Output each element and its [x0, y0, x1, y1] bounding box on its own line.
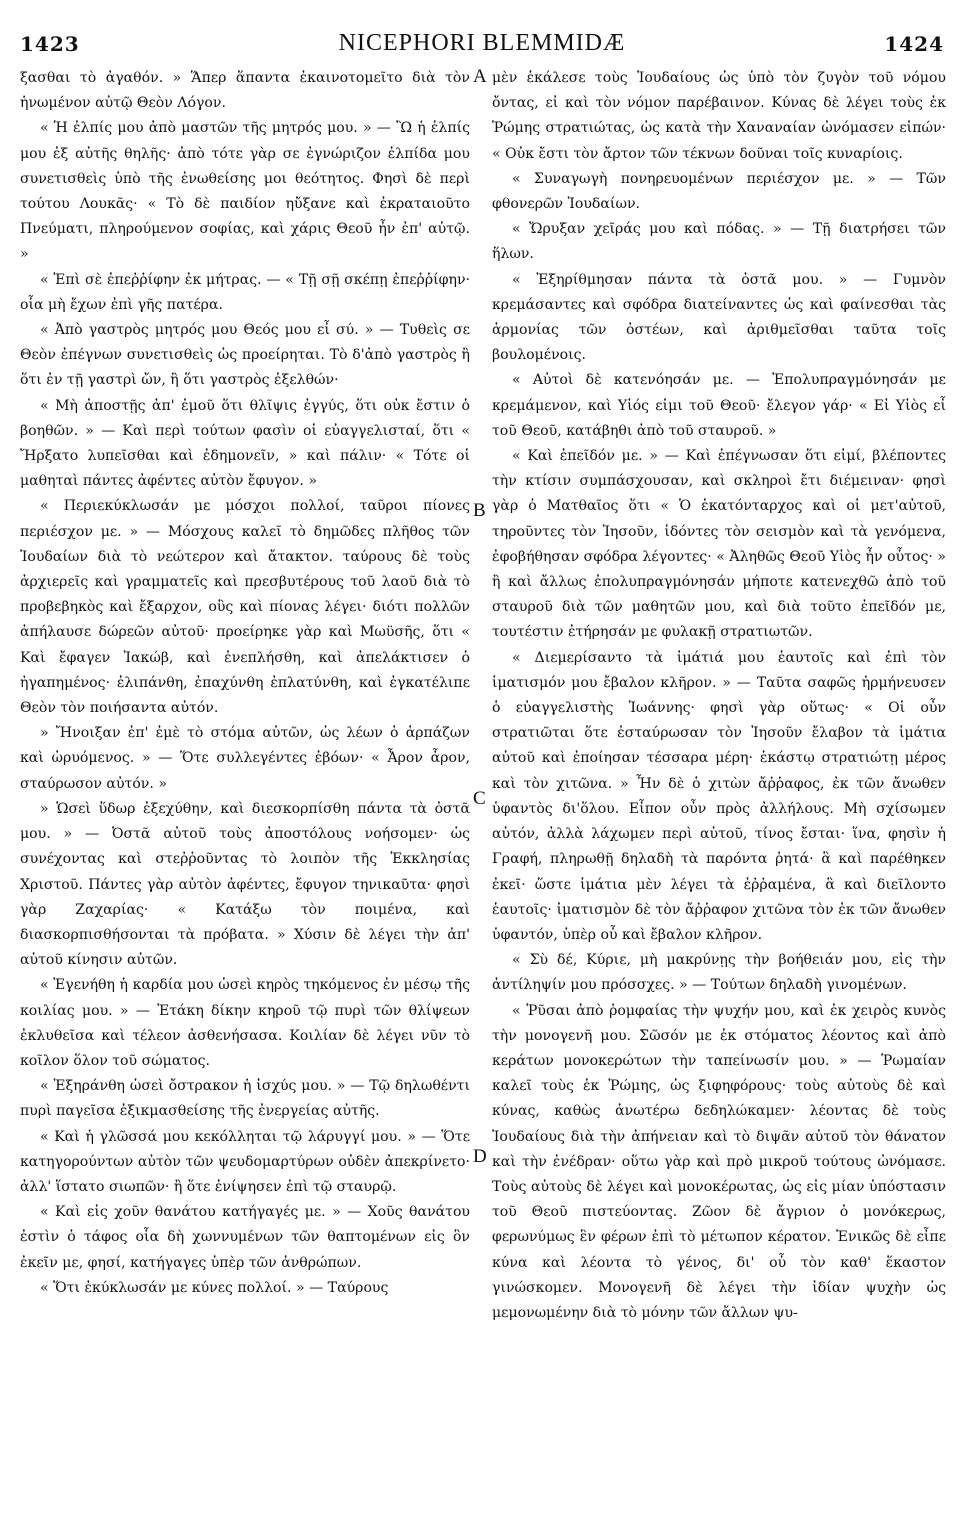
left-paragraph: » Ὡσεὶ ὕδωρ ἐξεχύθην, καὶ διεσκορπίσθη πάντα τὰ ὀστᾶ μου. » — Ὀστᾶ αὐτοῦ τοὺς ἀποστόλους νοήσομεν· ὡς συνέχοντας καὶ στεῤῥοῦντας τὸ λοιπὸν τῆς Ἐκκλησίας Χριστοῦ. Πάντες γὰρ αὐτὸν ἀφέντες, ἔφυγον τηνικαῦτα· φησὶ γὰρ Ζαχαρίας· « Κατάξω τὸν ποιμένα, καὶ διασκορπισθήσονται τὰ πρόβατα. » Χύσιν δὲ λέγει τὴν ἀπ' αὐτοῦ κίνησιν αὐτῶν.	[20, 800, 470, 969]
right-paragraph: « Αὐτοὶ δὲ κατενόησάν με. — Ἐπολυπραγμόνησάν με κρεμάμενον, καὶ Υἱός εἰμι τοῦ Θεοῦ· ἔλεγον γάρ· « Εἰ Υἱὸς εἶ τοῦ Θεοῦ, κατάβηθι ἀπὸ τοῦ σταυροῦ. »	[492, 372, 946, 439]
left-paragraph: « Ἐξηράνθη ὡσεὶ ὄστρακον ἡ ἰσχύς μου. » — Τῷ δηλωθέντι πυρὶ παγεῖσα ἐξικμασθείσης τῆς ἐνεργείας αὐτῆς.	[20, 1078, 470, 1120]
right-paragraph: « Ἐξηρίθμησαν πάντα τὰ ὀστᾶ μου. » — Γυμνὸν κρεμάσαντες καὶ σφόδρα διατείναντες ὡς καὶ φαίνεσθαι τὰς ἁρμονίας τῶν ὀστέων, καὶ ἀριθμεῖσθαι ταῦτα τοῖς βουλομένοις.	[492, 271, 946, 364]
left-column	[20, 66, 470, 1526]
right-paragraph: « Συναγωγὴ πονηρευομένων περιέσχον με. » — Τῶν φθονερῶν Ἰουδαίων.	[492, 170, 946, 213]
right-paragraph: μὲν ἐκάλεσε τοὺς Ἰουδαίους ὡς ὑπὸ τὸν ζυγὸν τοῦ νόμου ὄντας, εἰ καὶ τὸν νόμον παρέβαινον. Κύνας δὲ λέγει τοὺς ἐκ Ῥώμης στρατιώτας, ὡς κατὰ τὴν Χαναναίαν ὠνόμασεν εἰπών· « Οὐκ ἔστι τὸν ἄρτον τῶν τέκνων δοῦναι τοῖς κυναρίοις.	[492, 70, 946, 162]
left-page-number: 1423	[20, 32, 80, 56]
right-paragraph: « Ῥῦσαι ἀπὸ ῥομφαίας τὴν ψυχήν μου, καὶ ἐκ χειρὸς κυνὸς τὴν μονογενῆ μου. Σῶσόν με ἐκ στόματος λέοντος καὶ ἀπὸ κεράτων μονοκερώτων τὴν ταπείνωσίν μου. » — Ῥωμαίαν καλεῖ τοὺς ἐκ Ῥώμης, ὡς ξιφηφόρους· τοὺς αὐτοὺς δὲ καὶ κύνας, καθὼς ἀνωτέρω δεδηλώκαμεν· λέοντας δὲ τοὺς Ἰουδαίους διὰ τὴν ἀπήνειαν καὶ τὸ διψᾶν αὐτοῦ τὸν θάνατον καὶ τὴν ἐνέδραν· οὕτω γὰρ καὶ πρὸ μικροῦ τούτους ὠνόμασε. Τοὺς αὐτοὺς δὲ λέγει καὶ μονοκέρωτας, ὡς εἰς μίαν ὑπόστασιν τοῦ Θεοῦ πιστεύοντας. Ζῶον δὲ ἄγριον ὁ μονόκερως, φερωνύμως ἓν φέρων ἐπὶ τὸ μέτωπον κέρατον. Ἑνικῶς δὲ εἶπε κύνα καὶ λέοντα τὸ γένος, δι' οὗ τὸν καθ' ἕκαστον γινώσκομεν. Μονογενῆ δὲ λέγει τὴν ἰδίαν ψυχὴν ὡς μεμονωμένην διὰ τὸ μόνην τῶν ἄλλων ψυ-	[492, 1002, 946, 1321]
running-title: NICEPHORI BLEMMIDÆ	[338, 30, 626, 56]
left-paragraph: « Ὅτι ἐκύκλωσάν με κύνες πολλοί. » — Ταύρους	[40, 1279, 389, 1296]
right-paragraph: « Καὶ ἐπεῖδόν με. » — Καὶ ἐπέγνωσαν ὅτι εἰμί, βλέποντες τὴν κτίσιν συμπάσχουσαν, καὶ σκληροὶ ἔτι διέμειναν· φησὶ γὰρ ὁ Ματθαῖος ὅτι « Ὁ ἑκατόνταρχος καὶ οἱ μετ'αὐτοῦ, τηροῦντες τὸν Ἰησοῦν, ἰδόντες τὸν σεισμὸν καὶ τὰ γενόμενα, ἐφοβήθησαν σφόδρα λέγοντες· « Ἀληθῶς Θεοῦ Υἱὸς ἦν οὗτος· » ἢ καὶ ἄλλως ἐπολυπραγμόνησάν μήποτε κατενεχθῶ ἀπὸ τοῦ σταυροῦ διὰ τῶν μαθητῶν μου, καὶ διὰ τοῦτο ἐπεῖδόν με, τουτέστιν ἐτήρησάν με φυλακῇ στρατιωτῶν.	[492, 448, 946, 641]
right-page-number: 1424	[884, 32, 944, 56]
right-column	[492, 66, 946, 1526]
left-paragraph: « Ἐγενήθη ἡ καρδία μου ὡσεὶ κηρὸς τηκόμενος ἐν μέσῳ τῆς κοιλίας μου. » — Ἐτάκη δίκην κηροῦ τῷ πυρὶ τῶν θλίψεων ἐκλυθεῖσα καὶ τέλεον ἀσθενήσασα. Κοιλίαν δὲ λέγει νῦν τὸ κοῖλον ὅλον τοῦ σώματος.	[20, 977, 470, 1069]
section-marker-a: A	[473, 66, 487, 87]
left-paragraph: « Ἐπὶ σὲ ἐπεῤῥίφην ἐκ μήτρας. — « Τῇ σῇ σκέπῃ ἐπεῤῥίφην· οἷα μὴ ἔχων ἐπὶ γῆς πατέρα.	[20, 271, 470, 313]
left-paragraph: » Ἤνοιξαν ἐπ' ἐμὲ τὸ στόμα αὐτῶν, ὡς λέων ὁ ἁρπάζων καὶ ὠρυόμενος. » — Ὅτε συλλεγέντες ἐβόων· « Ἆρον ἆρον, σταύρωσον αὐτόν. »	[20, 725, 470, 792]
right-paragraph: « Σὺ δέ, Κύριε, μὴ μακρύνῃς τὴν βοήθειάν μου, εἰς τὴν ἀντίληψίν μου πρόσσχες. » — Τούτων δηλαδὴ γινομένων.	[492, 952, 946, 994]
left-paragraph: « Περιεκύκλωσάν με μόσχοι πολλοί, ταῦροι πίονες περιέσχον με. » — Μόσχους καλεῖ τὸ δημῶδες πλῆθος τῶν Ἰουδαίων διὰ τὸ νεώτερον καὶ ἄτακτον. ταύρους δὲ τοὺς ἀρχιερεῖς καὶ γραμματεῖς καὶ πρεσβυτέρους τοῦ λαοῦ διὰ τὸ προβεβηκὸς καὶ ἔξαρχον, οὓς καὶ πίονας λέγει· διότι πολλῶν ἀπήλαυσε δώρεῶν αὐτοῦ· προείρηκε γὰρ καὶ Μωϋσῆς, ὅτι « Καὶ ἔφαγεν Ἰακώβ, καὶ ἐνεπλήσθη, καὶ ἀπελάκτισεν ὁ ἠγαπημένος· ἐλιπάνθη, ἐπαχύνθη ἐπλατύνθη, καὶ ἐγκατέλιπε Θεὸν τὸν ποιήσαντα αὐτόν.	[20, 498, 470, 717]
right-paragraph: « Διεμερίσαντο τὰ ἱμάτιά μου ἑαυτοῖς καὶ ἐπὶ τὸν ἱματισμόν μου ἔβαλον κλῆρον. » — Ταῦτα σαφῶς ἡρμήνευσεν ὁ εὐαγγελιστὴς Ἰωάννης· φησὶ γὰρ οὕτως· « Οἱ οὖν στρατιῶται ὅτε ἐσταύρωσαν τὸν Ἰησοῦν ἔλαβον τὰ ἱμάτια αὐτοῦ καὶ ἐποίησαν τέσσαρα μέρη· ἑκάστῳ στρατιώτῃ μέρος καὶ τὸν χιτῶνα. » Ἦν δὲ ὁ χιτὼν ἄῤῥαφος, ἐκ τῶν ἄνωθεν ὑφαντὸς δι'ὅλου. Εἶπον οὖν πρὸς ἀλλήλους. Μὴ σχίσωμεν αὐτόν, ἀλλὰ λάχωμεν περὶ αὐτοῦ, τίνος ἔσται· ἵνα, φησὶν ἡ Γραφή, πληρωθῇ δηλαδὴ τὰ παρόντα ῥητά· ἃ καὶ παρέθηκεν ἐκεῖ· ὥστε ἱμάτια μὲν λέγει τὰ ἐῤῥαμένα, ἃ καὶ διεῖλοντο ἑαυτοῖς· ἱματισμὸν δὲ τὸν ἄῤῥαφον χιτῶνα τὸν ἐκ τῶν ἄνωθεν ὑφαντόν, ὑπὲρ οὗ καὶ ἔβαλον κλῆρον.	[492, 649, 946, 943]
right-paragraph: « Ὤρυξαν χεῖράς μου καὶ πόδας. » — Τῇ διατρήσει τῶν ἥλων.	[492, 221, 946, 263]
section-marker-c: C	[473, 788, 486, 809]
left-paragraph: « Μὴ ἀποστῇς ἀπ' ἐμοῦ ὅτι θλῖψις ἐγγύς, ὅτι οὐκ ἔστιν ὁ βοηθῶν. » — Καὶ περὶ τούτων φασὶν οἱ εὐαγγελισταί, ὅτι « Ἤρξατο λυπεῖσθαι καὶ ἐδημονεῖν, » καὶ πάλιν· « Τότε οἱ μαθηταὶ πάντες ἀφέντες αὐτὸν ἔφυγον. »	[20, 397, 470, 490]
section-marker-d: D	[473, 1146, 487, 1167]
left-paragraph: « Καὶ ἡ γλῶσσά μου κεκόλληται τῷ λάρυγγί μου. » — Ὅτε κατηγορούντων αὐτὸν τῶν ψευδομαρτύρων οὐδὲν ἀπεκρίνετο· ἀλλ' ἵστατο σιωπῶν· ἢ ὅτε ἐνίψησεν ἐπὶ τῷ σταυρῷ.	[20, 1128, 470, 1195]
running-header	[20, 14, 944, 54]
section-marker-b: B	[473, 500, 486, 521]
left-paragraph: « Ἡ ἐλπίς μου ἀπὸ μαστῶν τῆς μητρός μου. » — Ὢ ἡ ἐλπίς μου ἐξ αὐτῆς θηλῆς· ἀπὸ τότε γὰρ σε ἐγνώριζον ἐλπίδα μου συνετισθεὶς ὑπὸ τῆς ἐνωθείσης μοι θεότητος. Φησὶ δὲ περὶ τούτου Λουκᾶς· « Τὸ δὲ παιδίον ηὔξανε καὶ ἐκραταιοῦτο Πνεύματι, πληρούμενον σοφίας, καὶ χάρις Θεοῦ ἦν ἐπ' αὐτῷ. »	[20, 120, 470, 263]
left-paragraph: « Ἀπὸ γαστρὸς μητρός μου Θεός μου εἶ σύ. » — Τυθεὶς σε Θεὸν ἐπέγνων συνετισθεὶς ὡς προείρηται. Τὸ δ'ἀπὸ γαστρὸς ἢ ὅτι ἐν τῇ γαστρὶ ὤν, ἢ ὅτι γαστρὸς ἐξελθών·	[20, 322, 470, 389]
left-paragraph: « Καὶ εἰς χοῦν θανάτου κατήγαγές με. » — Χοῦς θανάτου ἐστὶν ὁ τάφος οἷα δὴ χωννυμένων τῶν θαπτομένων εἰς ὃν ἐκεῖν με, φησί, κατήγαγες ὑπὲρ τῶν ἀνθρώπων.	[20, 1204, 470, 1271]
left-paragraph: ξασθαι τὸ ἀγαθόν. » Ἅπερ ἅπαντα ἐκαινοτομεῖτο διὰ τὸν ἡνωμένον αὐτῷ Θεὸν Λόγον.	[20, 70, 470, 112]
